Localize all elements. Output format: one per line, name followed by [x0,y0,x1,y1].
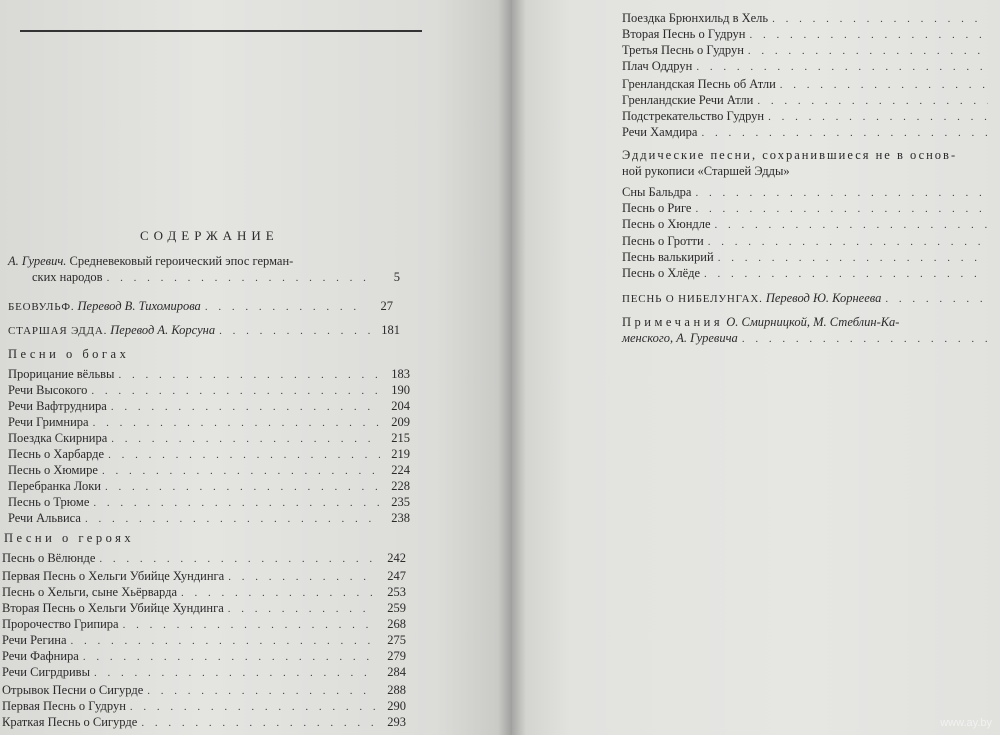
notes-line1[interactable] [622,314,899,330]
list-item[interactable]: Речи Гримнира . . . 209 [8,414,410,430]
list-item[interactable]: Песнь о Гротти . . . [622,233,992,249]
list-item[interactable]: Песнь о Хлёде . . . [622,265,992,281]
eddic-section-header-line1: Эддические песни, сохранившиеся не в основ- [622,148,958,162]
list-item[interactable]: Подстрекательство Гудрун . . . [622,108,992,124]
list-item[interactable]: Песнь валькирий . . . [622,249,992,265]
list-item[interactable]: Первая Песнь о Гудрун . . . 290 [2,698,406,714]
watermark: www.ay.by [940,717,992,729]
dot-leader [205,299,363,315]
header-rule [20,30,422,32]
list-item[interactable]: Речи Сигрдривы . . . 284 [2,664,406,680]
list-item[interactable]: Гренландская Песнь об Атли . . . [622,76,992,92]
list-item[interactable]: Пророчество Грипира . . . 268 [2,616,406,632]
list-item[interactable]: Речи Вафтруднира . . . 204 [8,398,410,414]
list-item[interactable]: Краткая Песнь о Сигурде . . . 293 [2,714,406,730]
nibelungs-entry[interactable] [622,290,992,306]
nibelungs-translator: Перевод Ю. Корнеева [765,291,882,305]
notes-authors-line2: менского, А. Гуревича [622,331,738,345]
list-item[interactable]: Песнь о Хельги, сыне Хьёрварда . . . 253 [2,584,406,600]
list-item[interactable]: Плач Оддрун . . . [622,58,992,74]
intro-entry[interactable] [32,269,400,285]
dot-leader [742,331,988,347]
dot-leader [885,291,988,307]
right-page [512,0,1000,735]
heroes-section-header: Песни о героях [4,531,135,545]
list-item[interactable]: Сны Бальдра . . . [622,184,992,200]
list-item[interactable]: Песнь о Трюме . . . 235 [8,494,410,510]
list-item[interactable]: Вторая Песнь о Гудрун . . . [622,26,992,42]
intro-line1 [8,253,293,269]
notes-label: Примечания [622,315,724,329]
notes-authors-line1: О. Смирницкой, М. Стеблин-Ка- [726,315,900,329]
list-item[interactable]: Песнь о Харбарде . . . 219 [8,446,410,462]
beowulf-page: 27 [380,299,393,313]
list-item[interactable]: Перебранка Локи . . . 228 [8,478,410,494]
list-item[interactable]: Песнь о Хюмире . . . 224 [8,462,410,478]
list-item[interactable]: Песнь о Риге . . . [622,200,992,216]
intro-title-line1: Средневековый героический эпос герман- [69,254,294,268]
list-item[interactable]: Речи Высокого . . . 190 [8,382,410,398]
list-item[interactable]: Отрывок Песни о Сигурде . . . 288 [2,682,406,698]
contents-heading: СОДЕРЖАНИЕ [140,228,279,243]
list-item[interactable]: Речи Хамдира . . . [622,124,992,140]
gods-section-header: Песни о богах [8,347,130,361]
edda-translator: Перевод А. Корсуна [110,323,216,337]
beowulf-translator: Перевод В. Тихомирова [77,299,201,313]
list-item[interactable]: Третья Песнь о Гудрун . . . [622,42,992,58]
list-item[interactable]: Прорицание вёльвы . . . 183 [8,366,410,382]
list-item[interactable]: Поездка Скирнира . . . 215 [8,430,410,446]
nibelungs-title: ПЕСНЬ О НИБЕЛУНГАХ. [622,293,763,305]
list-item[interactable]: Речи Регина . . . 275 [2,632,406,648]
edda-page: 181 [381,323,400,337]
list-item[interactable]: Гренландские Речи Атли . . . [622,92,992,108]
list-item[interactable]: Речи Альвиса . . . 238 [8,510,410,526]
eddic-section-header-line2: ной рукописи «Старшей Эдды» [622,164,790,178]
dot-leader [107,270,370,286]
list-item[interactable]: Вторая Песнь о Хельги Убийце Хундинга . . . 259 [2,600,406,616]
list-item[interactable]: Первая Песнь о Хельги Убийце Хундинга . . . 247 [2,568,406,584]
intro-page: 5 [393,270,400,284]
list-item[interactable]: Поездка Брюнхильд в Хель . . . [622,10,992,26]
edda-entry[interactable] [8,322,400,338]
list-item[interactable]: Песнь о Вёлюнде . . . 242 [2,550,406,566]
notes-entry[interactable] [622,330,992,346]
intro-author: А. Гуревич. [8,254,67,268]
edda-title: СТАРШАЯ ЭДДА. [8,325,108,337]
dot-leader [219,323,370,339]
beowulf-entry[interactable] [8,298,393,314]
intro-title-line2: ских народов [32,270,103,284]
beowulf-title: БЕОВУЛЬФ. [8,301,75,313]
list-item[interactable]: Речи Фафнира . . . 279 [2,648,406,664]
list-item[interactable]: Песнь о Хюндле . . . [622,216,992,232]
